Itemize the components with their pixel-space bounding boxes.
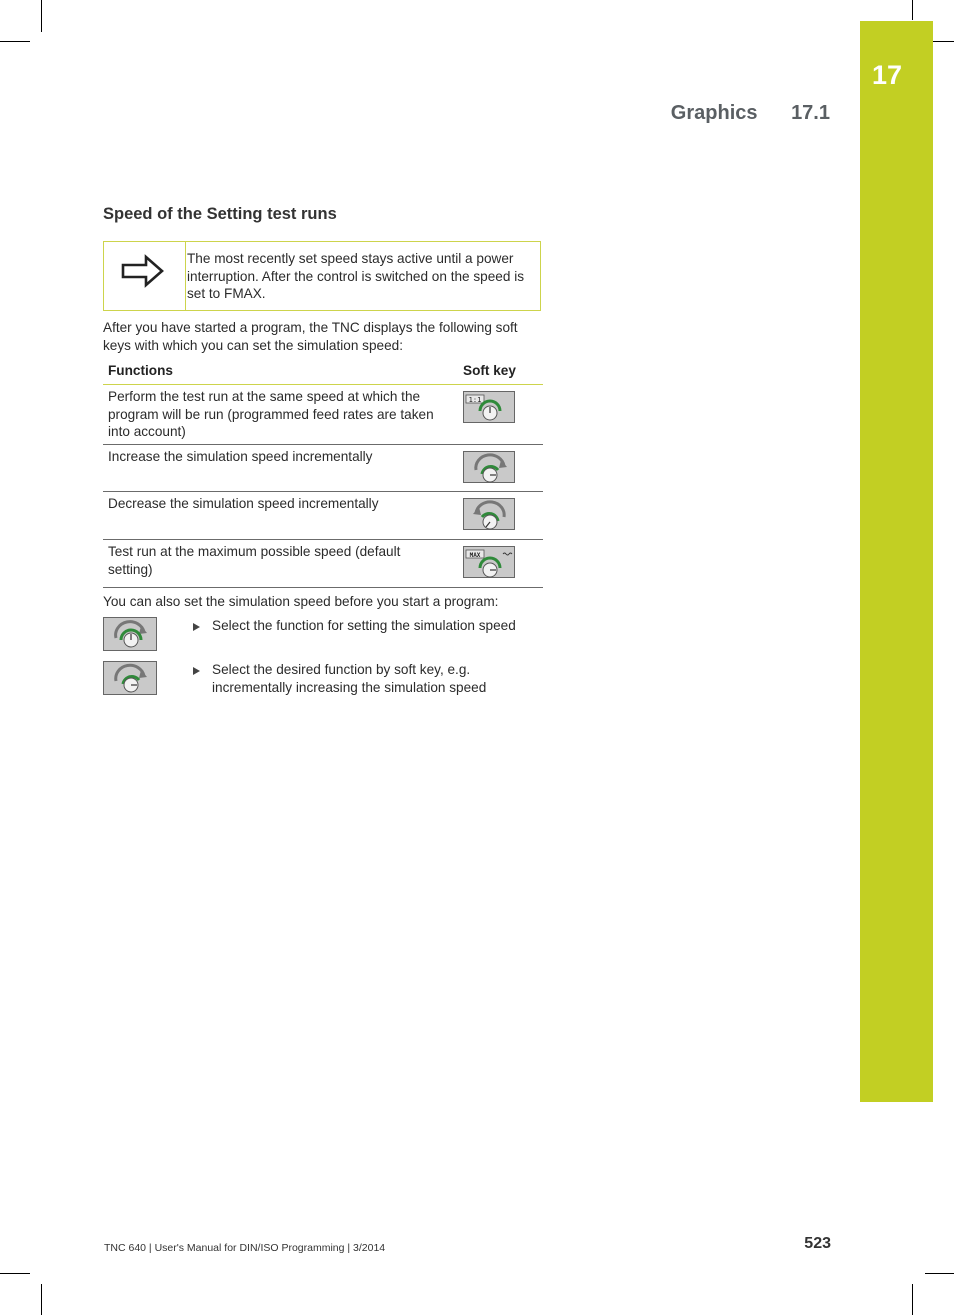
note-box: [103, 241, 541, 311]
column-header-functions: Functions: [108, 363, 173, 378]
footer-text: TNC 640 | User's Manual for DIN/ISO Programming | 3/2014: [104, 1242, 386, 1254]
table-header: [103, 361, 543, 385]
intro-paragraph: After you have started a program, the TNC displays the following soft keys with which you can set the simulation speed:: [103, 320, 518, 353]
header-title: Graphics: [670, 102, 758, 124]
step-text: Select the desired function by soft key, e.g. incrementally increasing the simulation speed: [212, 662, 487, 695]
speed-1-1-softkey-icon[interactable]: [463, 391, 515, 423]
step-item: [103, 617, 543, 653]
also-paragraph: You can also set the simulation speed before you start a program:: [103, 594, 499, 609]
note-divider: [185, 242, 186, 310]
page-number: 523: [804, 1235, 831, 1252]
softkey-cell: [463, 391, 515, 423]
function-description: Test run at the maximum possible speed (default setting): [108, 544, 401, 577]
crop-mark: [0, 1273, 30, 1274]
softkey-label: 1:1: [468, 396, 482, 404]
table-row: [103, 492, 543, 540]
speed-increase-softkey-icon[interactable]: [463, 451, 515, 483]
speed-decrease-softkey-icon[interactable]: [463, 498, 515, 530]
softkey-cell: [463, 451, 515, 483]
table-row: [103, 385, 543, 445]
softkey-table: [103, 361, 543, 588]
bullet-arrow-icon: [193, 623, 200, 631]
speed-max-softkey-icon[interactable]: [463, 546, 515, 578]
column-header-softkey: Soft key: [463, 363, 516, 378]
table-row: [103, 540, 543, 588]
crop-mark: [912, 0, 913, 20]
crop-mark: [41, 1284, 42, 1315]
section-title: Speed of the Setting test runs: [103, 205, 337, 223]
function-description: Perform the test run at the same speed at which the program will be run (programmed feed rates are taken into account): [108, 389, 434, 439]
note-text: The most recently set speed stays active until a power interruption. After the control is switched on the speed is set to FMAX.: [187, 251, 525, 301]
crop-mark: [912, 1284, 913, 1315]
function-description: Increase the simulation speed incrementally: [108, 449, 373, 464]
chapter-number: 17: [872, 60, 903, 90]
speed-increase-softkey-icon[interactable]: [103, 661, 157, 695]
chapter-tab: [860, 21, 933, 1102]
softkey-cell: [463, 546, 515, 578]
softkey-label: MAX: [469, 552, 481, 559]
step-item: [103, 661, 543, 697]
bullet-arrow-icon: [193, 667, 200, 675]
step-text: Select the function for setting the simulation speed: [212, 618, 516, 633]
arrow-right-icon: [120, 254, 166, 288]
header-section-number: 17.1: [791, 102, 830, 124]
crop-mark: [925, 1273, 954, 1274]
speed-setting-softkey-icon[interactable]: [103, 617, 157, 651]
running-header: [671, 102, 830, 125]
crop-mark: [0, 41, 30, 42]
crop-mark: [41, 0, 42, 32]
table-row: [103, 445, 543, 492]
function-description: Decrease the simulation speed incrementally: [108, 496, 379, 511]
softkey-cell: [463, 498, 515, 530]
